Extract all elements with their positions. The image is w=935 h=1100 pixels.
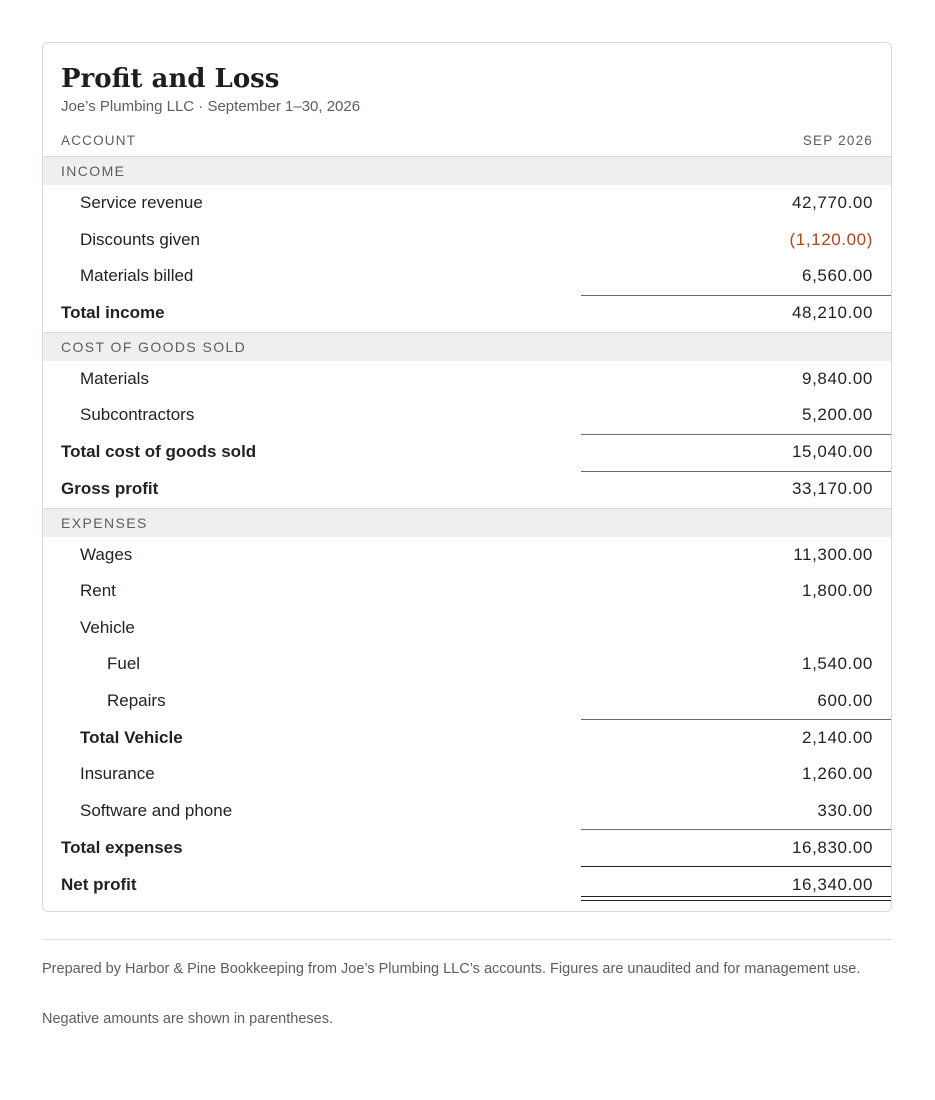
row-total-income xyxy=(43,295,891,332)
profit-and-loss-report xyxy=(42,42,892,912)
account-amount: 600.00 xyxy=(817,690,873,710)
row-total-vehicle xyxy=(43,719,891,756)
account-label: Insurance xyxy=(80,764,155,784)
account-amount-negative: (1,120.00) xyxy=(789,229,873,249)
row-total-expenses xyxy=(43,829,891,866)
row-subcontractors xyxy=(43,397,891,434)
prepared-by-note: Prepared by Harbor & Pine Bookkeeping from Joe’s Plumbing LLC’s accounts. Figures are unaudited and for management use. xyxy=(42,961,861,977)
row-gross-profit xyxy=(43,471,891,508)
row-materials xyxy=(43,361,891,398)
section-header-expenses xyxy=(43,508,891,537)
report-table xyxy=(43,156,891,903)
row-software-and-phone xyxy=(43,793,891,830)
account-amount: 5,200.00 xyxy=(802,405,873,425)
report-subtitle: Joe’s Plumbing LLC · September 1–30, 2026 xyxy=(61,98,361,115)
account-label: Vehicle xyxy=(80,617,135,637)
account-amount: 1,800.00 xyxy=(802,581,873,601)
section-header-income xyxy=(43,156,891,185)
total-label: Total cost of goods sold xyxy=(61,442,257,461)
account-amount: 330.00 xyxy=(817,800,873,820)
row-wages xyxy=(43,537,891,574)
section-header-cogs xyxy=(43,332,891,361)
total-amount: 16,830.00 xyxy=(791,837,873,857)
footer-divider xyxy=(42,939,892,940)
column-header-period: SEP 2026 xyxy=(802,133,873,148)
account-amount: 6,560.00 xyxy=(802,266,873,286)
account-label: Subcontractors xyxy=(80,405,195,425)
total-label: Total Vehicle xyxy=(80,727,183,747)
account-amount: 1,540.00 xyxy=(802,654,873,674)
account-label: Fuel xyxy=(107,654,141,674)
row-service-revenue xyxy=(43,185,891,222)
negative-amounts-note: Negative amounts are shown in parentheses. xyxy=(42,1011,333,1027)
row-materials-billed xyxy=(43,258,891,295)
account-amount: 42,770.00 xyxy=(791,193,873,213)
account-amount: 11,300.00 xyxy=(793,544,873,564)
total-amount: 33,170.00 xyxy=(791,479,873,498)
account-amount: 1,260.00 xyxy=(802,764,873,784)
account-label: Software and phone xyxy=(80,800,233,820)
row-insurance xyxy=(43,756,891,793)
account-label: Materials xyxy=(80,368,149,388)
row-repairs xyxy=(43,683,891,720)
row-fuel xyxy=(43,646,891,683)
row-vehicle xyxy=(43,610,891,647)
row-total-cogs xyxy=(43,434,891,471)
account-label: Materials billed xyxy=(80,266,194,286)
total-label: Gross profit xyxy=(61,479,159,498)
total-amount: 2,140.00 xyxy=(802,727,873,747)
total-label: Net profit xyxy=(61,874,137,894)
account-label: Repairs xyxy=(107,690,166,710)
total-label: Total expenses xyxy=(61,837,183,857)
row-net-profit xyxy=(43,866,891,903)
report-title: Profit and Loss xyxy=(61,64,280,94)
account-label: Discounts given xyxy=(80,229,201,249)
total-amount: 15,040.00 xyxy=(791,442,873,461)
account-label: Wages xyxy=(80,544,133,564)
row-discounts-given xyxy=(43,222,891,259)
account-label: Service revenue xyxy=(80,193,203,213)
section-label: INCOME xyxy=(61,163,126,179)
column-header-account: ACCOUNT xyxy=(61,133,137,148)
total-label: Total income xyxy=(61,303,165,322)
total-amount: 16,340.00 xyxy=(791,874,873,894)
account-label: Rent xyxy=(80,581,116,601)
row-rent xyxy=(43,573,891,610)
total-amount: 48,210.00 xyxy=(791,303,873,322)
section-label: EXPENSES xyxy=(61,514,148,531)
section-label: COST OF GOODS SOLD xyxy=(61,338,247,355)
account-amount: 9,840.00 xyxy=(802,368,873,388)
